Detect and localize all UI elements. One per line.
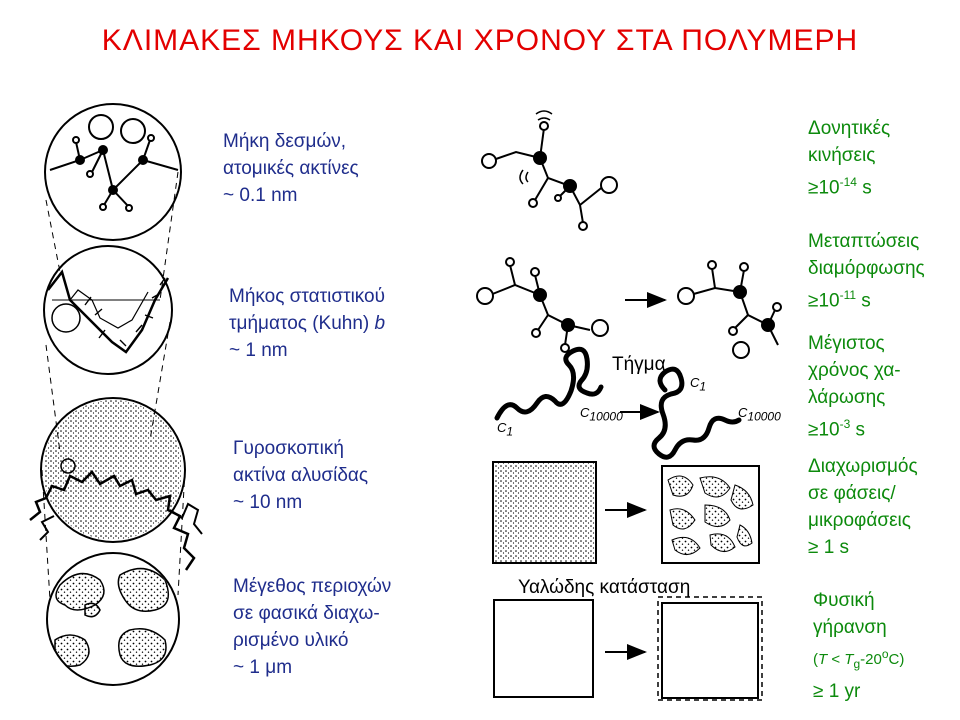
length-scale-gyration: Γυροσκοπική ακτίνα αλυσίδας ~ 10 nm bbox=[233, 438, 369, 513]
length-scale-domains: Μέγεθος περιοχών σε φασικά διαχω- ρισμένο υλικό ~ 1 μm bbox=[233, 576, 392, 678]
conformation-before bbox=[477, 258, 608, 352]
page-title: ΚΛΙΜΑΚΕΣ ΜΗΚΟΥΣ ΚΑΙ ΧΡΟΝΟΥ ΣΤΑ ΠΟΛΥΜΕΡΗ bbox=[101, 24, 859, 57]
melt-label: Τήγμα bbox=[612, 354, 666, 375]
chain-end-c1-right: $C_1$ bbox=[690, 375, 707, 394]
chain-end-c10000-left: $C_{10000}$ bbox=[580, 405, 623, 424]
phase-square-separated bbox=[662, 466, 759, 563]
length-scale-kuhn: Μήκος στατιστικού τμήματος (Kuhn) b ~ 1 nm bbox=[229, 286, 386, 361]
circle-coil bbox=[30, 398, 202, 570]
aging-square-before bbox=[494, 600, 593, 697]
phase-square-mixed bbox=[493, 462, 596, 563]
vibration-molecule bbox=[482, 111, 617, 230]
time-scale-vibration: Δονητικές κινήσεις $\ge 10^{-14}$ s bbox=[808, 118, 891, 199]
time-scale-relaxation: Μέγιστος χρόνος χα- λάρωσης $\ge 10^{-3}$ s bbox=[808, 333, 901, 441]
circle-domains bbox=[47, 553, 179, 685]
circle-bonds bbox=[45, 104, 181, 240]
time-scale-aging: Φυσική γήρανση $(T < T_g-20^oC)$ ≥ 1 yr bbox=[813, 590, 905, 702]
glassy-state-label: Υαλώδης κατάσταση bbox=[518, 577, 691, 598]
aging-square-after bbox=[662, 603, 758, 698]
chain-end-c10000-right: $C_{10000}$ bbox=[738, 405, 781, 424]
circle-kuhn bbox=[44, 246, 172, 374]
chain-end-c1-left: $C_1$ bbox=[497, 420, 514, 439]
time-scale-conformation: Μεταπτώσεις διαμόρφωσης $\ge 10^{-11}$ s bbox=[808, 231, 925, 312]
time-scale-phase-separation: Διαχωρισμός σε φάσεις/ μικροφάσεις ≥ 1 s bbox=[808, 456, 918, 558]
length-scale-bonds: Μήκη δεσμών, ατομικές ακτίνες ~ 0.1 nm bbox=[223, 131, 359, 206]
conformation-after bbox=[678, 261, 781, 358]
